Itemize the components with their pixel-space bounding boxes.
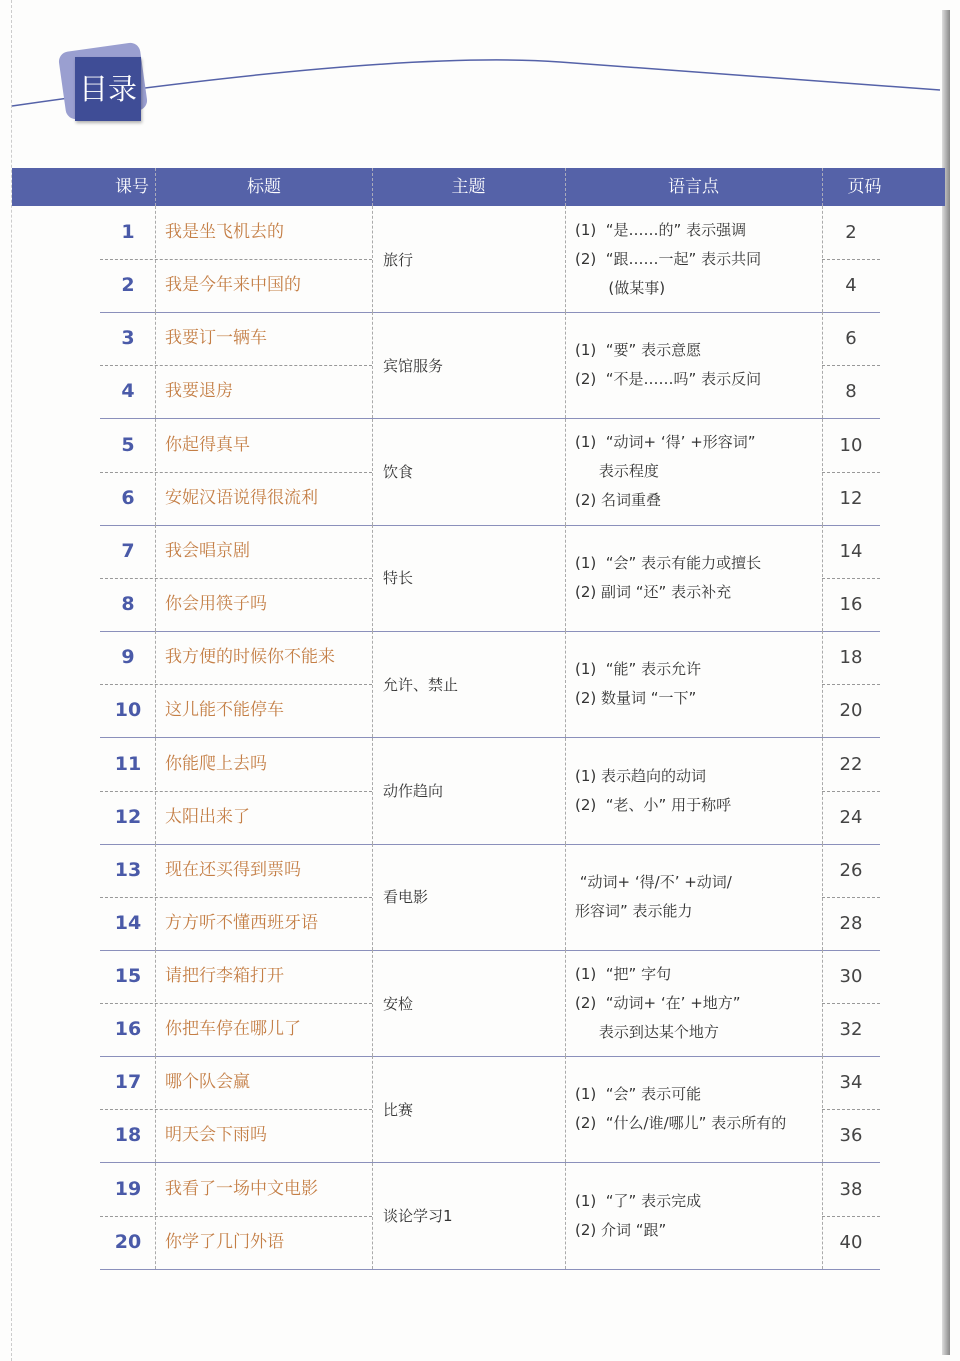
column-divider bbox=[565, 631, 566, 737]
lesson-number: 20 bbox=[114, 1230, 142, 1253]
theme-cell: 比赛 bbox=[383, 1100, 414, 1119]
column-divider bbox=[372, 1056, 373, 1162]
row-divider bbox=[822, 259, 880, 260]
grammar-point: (2) 副词 “还” 表示补充 bbox=[575, 582, 732, 601]
column-divider bbox=[822, 419, 823, 525]
page-number: 26 bbox=[839, 859, 863, 881]
grammar-point: (1) “能” 表示允许 bbox=[575, 660, 702, 679]
column-divider bbox=[565, 844, 566, 950]
lesson-title-link[interactable]: 请把行李箱打开 bbox=[165, 966, 284, 987]
column-divider bbox=[155, 844, 156, 950]
lesson-title-link[interactable]: 我是今年来中国的 bbox=[165, 275, 301, 295]
grammar-point: (1) “会” 表示有能力或擅长 bbox=[575, 553, 762, 572]
lesson-number: 5 bbox=[121, 433, 135, 456]
row-divider bbox=[822, 578, 880, 579]
lesson-title-link[interactable]: 太阳出来了 bbox=[165, 806, 250, 827]
theme-cell: 饮食 bbox=[383, 463, 414, 482]
page-number: 32 bbox=[839, 1019, 863, 1041]
theme-cell: 安检 bbox=[383, 994, 414, 1013]
column-divider bbox=[155, 312, 156, 418]
page-number: 14 bbox=[839, 540, 863, 562]
column-divider bbox=[565, 1056, 566, 1162]
lesson-title-link[interactable]: 我要退房 bbox=[165, 381, 233, 402]
grammar-point: (2) “动词+ ‘在’ +地方” bbox=[575, 993, 741, 1012]
lesson-number: 17 bbox=[114, 1071, 142, 1094]
grammar-cell bbox=[575, 419, 820, 525]
grammar-cell bbox=[575, 950, 820, 1056]
lesson-title-link[interactable]: 我要订一辆车 bbox=[165, 328, 267, 349]
grammar-point: (2) “老、小” 用于称呼 bbox=[575, 795, 732, 814]
lesson-title-link[interactable]: 我方便的时候你不能来 bbox=[165, 647, 335, 668]
page-number: 36 bbox=[839, 1125, 863, 1147]
lesson-number: 12 bbox=[114, 805, 142, 828]
column-divider bbox=[372, 206, 373, 312]
column-divider bbox=[565, 950, 566, 1056]
lesson-number: 18 bbox=[114, 1124, 142, 1147]
lesson-title-link[interactable]: 你起得真早 bbox=[165, 434, 250, 455]
page-title: 目录 bbox=[75, 57, 141, 121]
theme-cell: 看电影 bbox=[383, 888, 429, 907]
page-number: 28 bbox=[839, 912, 863, 934]
theme-cell: 动作趋向 bbox=[383, 782, 444, 800]
grammar-point: (2) “跟……一起” 表示共同 bbox=[575, 249, 762, 268]
page-number: 24 bbox=[839, 806, 863, 828]
column-divider bbox=[155, 419, 156, 525]
grammar-point: “动词+ ‘得/不’ +动词/ bbox=[575, 872, 732, 891]
column-divider bbox=[822, 844, 823, 950]
page-number: 12 bbox=[839, 487, 863, 509]
column-divider bbox=[565, 312, 566, 418]
column-divider bbox=[372, 950, 373, 1056]
page-number: 18 bbox=[839, 647, 863, 669]
grammar-cell bbox=[575, 1163, 820, 1269]
lesson-group bbox=[100, 525, 880, 632]
column-divider bbox=[372, 419, 373, 525]
lesson-number: 1 bbox=[121, 221, 135, 243]
lesson-title-link[interactable]: 现在还买得到票吗 bbox=[165, 859, 301, 880]
row-divider bbox=[822, 1109, 880, 1110]
theme-cell: 允许、禁止 bbox=[383, 675, 459, 694]
lesson-number: 19 bbox=[114, 1177, 142, 1200]
row-divider bbox=[100, 791, 372, 792]
page-number: 22 bbox=[839, 753, 863, 775]
lesson-group bbox=[100, 1163, 880, 1270]
page-edge bbox=[942, 10, 950, 1355]
column-divider bbox=[155, 738, 156, 844]
row-divider bbox=[822, 684, 880, 685]
column-divider bbox=[822, 525, 823, 631]
column-divider bbox=[565, 738, 566, 844]
lesson-group bbox=[100, 738, 880, 845]
grammar-point: 表示到达某个地方 bbox=[575, 1022, 719, 1041]
header-grammar: 语言点 bbox=[668, 177, 719, 197]
column-divider bbox=[372, 312, 373, 418]
grammar-point: (2) 名词重叠 bbox=[575, 491, 662, 510]
column-divider bbox=[822, 631, 823, 737]
theme-cell: 旅行 bbox=[383, 250, 414, 269]
header-page: 页码 bbox=[847, 177, 882, 197]
column-divider bbox=[565, 206, 566, 312]
grammar-cell bbox=[575, 631, 820, 737]
lesson-group bbox=[100, 206, 880, 313]
column-divider bbox=[822, 312, 823, 418]
lesson-number: 16 bbox=[114, 1018, 142, 1041]
lesson-number: 11 bbox=[114, 752, 142, 775]
column-divider bbox=[155, 206, 156, 312]
table-header bbox=[12, 168, 945, 206]
row-divider bbox=[100, 1216, 372, 1217]
grammar-point: (1) “要” 表示意愿 bbox=[575, 341, 702, 360]
lesson-group bbox=[100, 631, 880, 738]
column-divider bbox=[822, 738, 823, 844]
page-number: 38 bbox=[839, 1178, 863, 1200]
grammar-point: (做某事) bbox=[575, 278, 666, 297]
row-divider bbox=[822, 897, 880, 898]
page-number: 10 bbox=[839, 434, 863, 456]
row-divider bbox=[100, 1003, 372, 1004]
grammar-cell bbox=[575, 844, 820, 950]
lesson-title-link[interactable]: 哪个队会赢 bbox=[165, 1072, 250, 1093]
page-number: 2 bbox=[845, 222, 857, 243]
column-divider bbox=[565, 525, 566, 631]
header-theme: 主题 bbox=[451, 177, 486, 197]
lesson-number: 7 bbox=[121, 539, 135, 562]
header-title: 标题 bbox=[247, 177, 281, 197]
lesson-title-link[interactable]: 这儿能不能停车 bbox=[165, 700, 284, 721]
page-number: 40 bbox=[839, 1231, 863, 1253]
lesson-number: 3 bbox=[121, 327, 135, 350]
column-divider bbox=[372, 525, 373, 631]
row-divider bbox=[822, 791, 880, 792]
column-divider bbox=[822, 206, 823, 312]
column-divider bbox=[822, 1163, 823, 1269]
column-divider bbox=[155, 631, 156, 737]
grammar-cell bbox=[575, 738, 820, 844]
grammar-point: (1) “了” 表示完成 bbox=[575, 1191, 702, 1210]
row-divider bbox=[100, 259, 372, 260]
column-divider bbox=[155, 525, 156, 631]
row-divider bbox=[822, 365, 880, 366]
lesson-number: 15 bbox=[114, 965, 142, 988]
column-divider bbox=[155, 1163, 156, 1269]
lesson-number: 14 bbox=[114, 911, 142, 934]
row-divider bbox=[822, 472, 880, 473]
grammar-point: 表示程度 bbox=[575, 462, 659, 481]
lesson-group bbox=[100, 1056, 880, 1163]
lesson-group bbox=[100, 950, 880, 1057]
column-divider bbox=[155, 950, 156, 1056]
lesson-title-link[interactable]: 我是坐飞机去的 bbox=[165, 222, 284, 242]
grammar-point: (1) 表示趋向的动词 bbox=[575, 766, 707, 785]
lesson-title-link[interactable]: 我会唱京剧 bbox=[165, 540, 250, 561]
grammar-cell bbox=[575, 525, 820, 631]
grammar-point: (1) “把” 字句 bbox=[575, 964, 672, 983]
row-divider bbox=[100, 1109, 372, 1110]
page-number: 4 bbox=[845, 275, 857, 296]
row-divider bbox=[100, 684, 372, 685]
lesson-number: 4 bbox=[121, 380, 135, 403]
grammar-point: (1) “会” 表示可能 bbox=[575, 1085, 702, 1104]
column-divider bbox=[372, 738, 373, 844]
lesson-number: 8 bbox=[121, 592, 135, 615]
grammar-point: 形容词” 表示能力 bbox=[575, 901, 693, 920]
lesson-number: 13 bbox=[114, 858, 142, 881]
header-lesson: 课号 bbox=[115, 177, 149, 197]
theme-cell: 宾馆服务 bbox=[383, 356, 444, 375]
grammar-cell bbox=[575, 206, 820, 312]
lesson-number: 9 bbox=[121, 646, 135, 669]
column-divider bbox=[565, 419, 566, 525]
grammar-point: (2) 介词 “跟” bbox=[575, 1220, 667, 1239]
decorative-curve bbox=[0, 0, 960, 140]
theme-cell: 特长 bbox=[383, 569, 414, 588]
lesson-title-link[interactable]: 明天会下雨吗 bbox=[165, 1125, 267, 1146]
lesson-title-link[interactable]: 我看了一场中文电影 bbox=[165, 1178, 318, 1199]
page-number: 34 bbox=[839, 1072, 863, 1094]
row-divider bbox=[822, 1003, 880, 1004]
lesson-number: 2 bbox=[121, 274, 135, 296]
row-divider bbox=[100, 897, 372, 898]
lesson-group bbox=[100, 844, 880, 951]
lesson-number: 10 bbox=[114, 699, 142, 722]
lesson-group bbox=[100, 312, 880, 419]
lesson-title-link[interactable]: 方方听不懂西班牙语 bbox=[165, 912, 318, 933]
row-divider bbox=[822, 1216, 880, 1217]
grammar-point: (1) “是……的” 表示强调 bbox=[575, 220, 747, 239]
column-divider bbox=[372, 1163, 373, 1269]
grammar-point: (2) “什么/谁/哪儿” 表示所有的 bbox=[575, 1114, 787, 1133]
lesson-title-link[interactable]: 你会用筷子吗 bbox=[165, 593, 267, 614]
grammar-point: (1) “动词+ ‘得’ +形容词” bbox=[575, 433, 756, 452]
lesson-group bbox=[100, 419, 880, 526]
grammar-point: (2) “不是……吗” 表示反问 bbox=[575, 370, 762, 389]
grammar-point: (2) 数量词 “一下” bbox=[575, 689, 697, 708]
row-divider bbox=[100, 365, 372, 366]
page-number: 16 bbox=[839, 593, 863, 615]
grammar-cell bbox=[575, 1056, 820, 1162]
column-divider bbox=[155, 1056, 156, 1162]
column-divider bbox=[822, 1056, 823, 1162]
lesson-number: 6 bbox=[121, 486, 135, 509]
column-divider bbox=[822, 950, 823, 1056]
lesson-title-link[interactable]: 安妮汉语说得很流利 bbox=[165, 487, 318, 508]
page-number: 8 bbox=[845, 381, 857, 403]
row-divider bbox=[100, 472, 372, 473]
page-number: 30 bbox=[839, 966, 863, 988]
grammar-cell bbox=[575, 312, 820, 418]
page-number: 6 bbox=[845, 328, 857, 350]
page-number: 20 bbox=[839, 700, 863, 722]
row-divider bbox=[100, 578, 372, 579]
lesson-title-link[interactable]: 你能爬上去吗 bbox=[165, 753, 267, 774]
column-divider bbox=[372, 631, 373, 737]
lesson-title-link[interactable]: 你学了几门外语 bbox=[165, 1231, 284, 1252]
column-divider bbox=[372, 844, 373, 950]
lesson-title-link[interactable]: 你把车停在哪儿了 bbox=[165, 1019, 301, 1040]
theme-cell: 谈论学习1 bbox=[383, 1207, 453, 1226]
column-divider bbox=[565, 1163, 566, 1269]
